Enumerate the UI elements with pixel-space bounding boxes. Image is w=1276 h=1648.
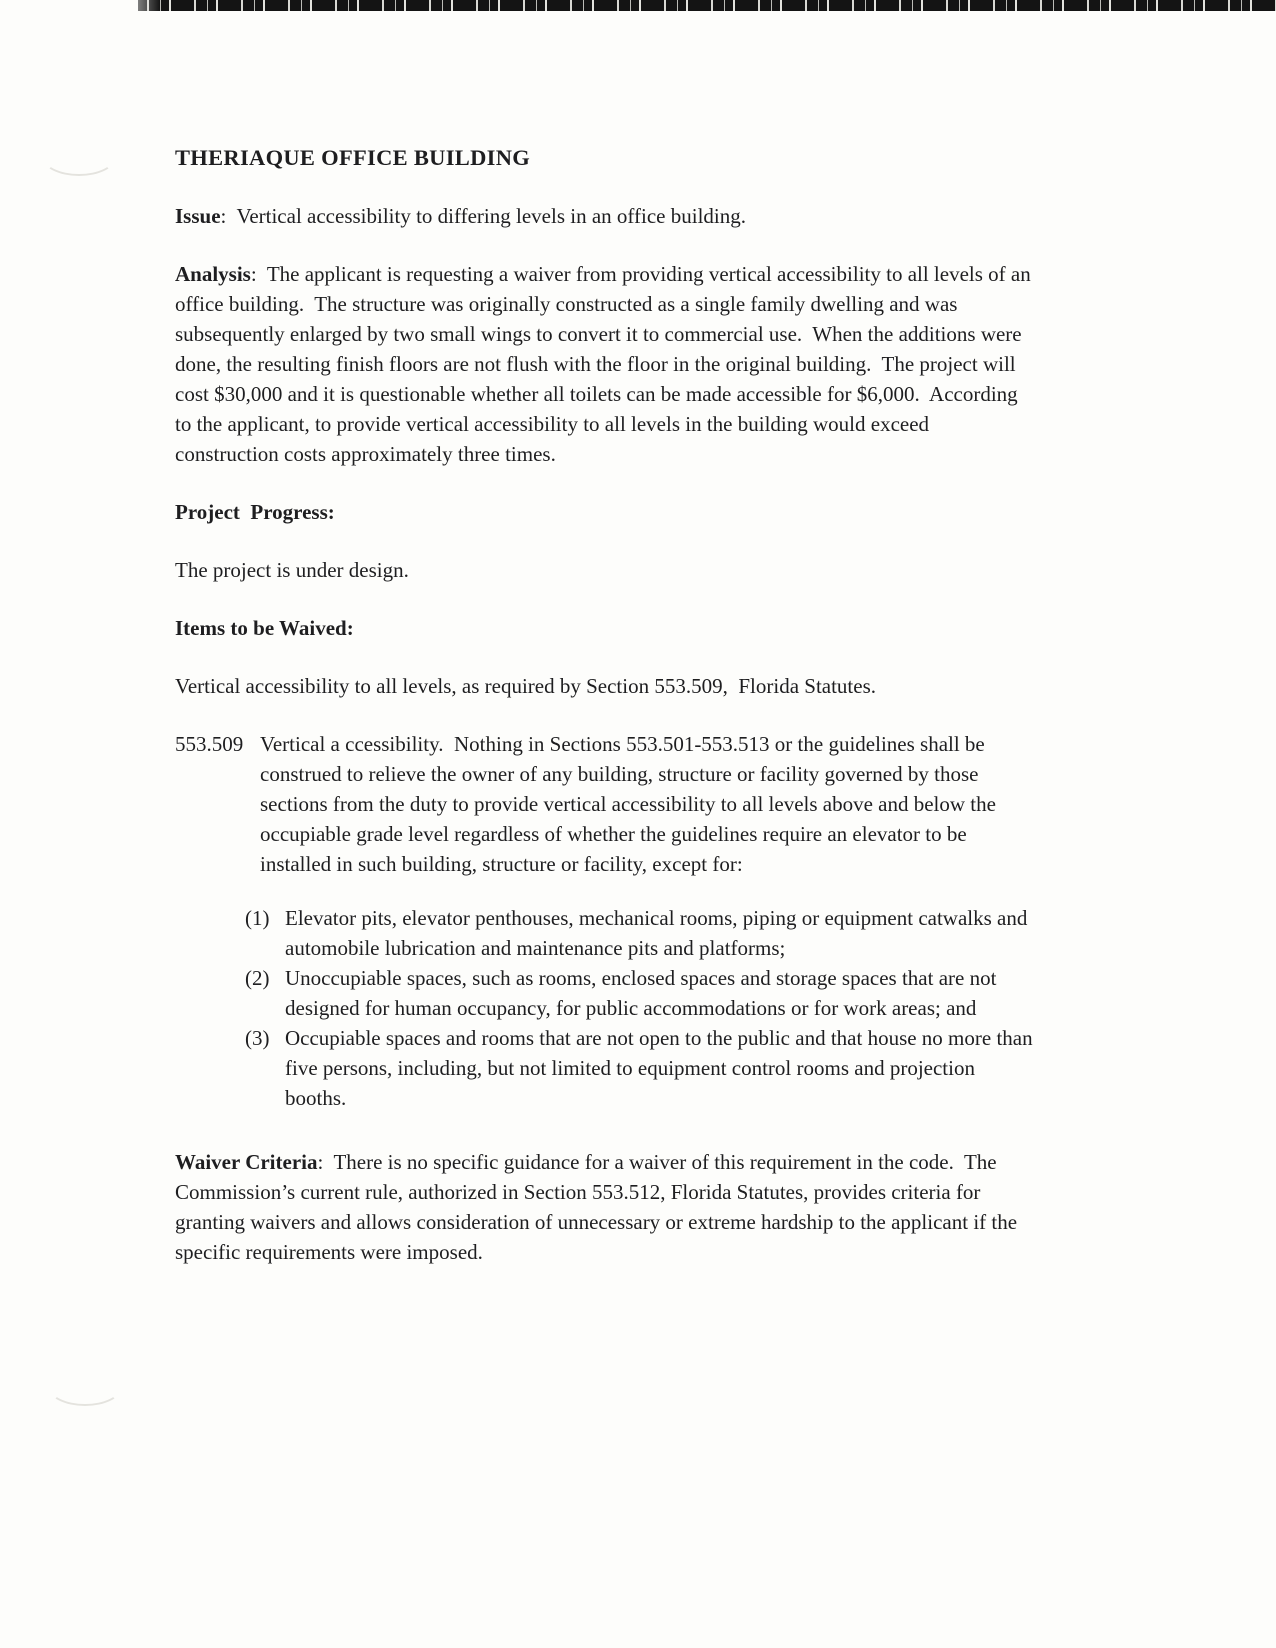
- list-item: [175, 963, 1035, 1023]
- analysis-label: Analysis: [175, 262, 251, 286]
- waiver-criteria-text: : There is no specific guidance for a waiver of this requirement in the code. The Commission’s current rule, authorized in Section 553.512, Florida Statutes, provides criteria for granting waivers and allows consideration of unnecessary or extreme hardship to the applicant if the specific requirements were imposed.: [175, 1150, 1023, 1264]
- statute-number: 553.509: [175, 732, 244, 756]
- list-item-text: Unoccupiable spaces, such as rooms, enclosed spaces and storage spaces that are not designed for human occupancy, for public accommodations or for work areas; and: [285, 966, 1002, 1020]
- analysis-paragraph: [175, 259, 1035, 469]
- scan-artifact-arc-bottom: [48, 1368, 122, 1406]
- issue-paragraph: [175, 201, 1035, 231]
- scan-cutoff-text-strip: [138, 0, 1276, 11]
- project-progress-heading: Project Progress:: [175, 500, 335, 524]
- list-item: [175, 1023, 1038, 1113]
- list-item-number: (2): [245, 966, 270, 990]
- items-intro-text: Vertical accessibility to all levels, as required by Section 553.509, Florida Statutes.: [175, 674, 877, 698]
- list-item-text: Elevator pits, elevator penthouses, mechanical rooms, piping or equipment catwalks and automobile lubrication and maintenance pits and platforms;: [285, 906, 1033, 960]
- list-item-text: Occupiable spaces and rooms that are not open to the public and that house no more than five persons, including, but not limited to equipment control rooms and projection booths.: [285, 1026, 1038, 1110]
- scan-artifact-arc-top: [42, 138, 116, 176]
- statute-text: Vertical a ccessibility. Nothing in Sections 553.501-553.513 or the guidelines shall be construed to relieve the owner of any building, structure or facility governed by those sections from the duty to provide vertical accessibility to all levels above and below the occupiable grade level regardless of whether the guidelines require an elevator to be installed in such building, structure or facility, except for:: [260, 732, 1002, 876]
- waiver-criteria-label: Waiver Criteria: [175, 1150, 318, 1174]
- statute-553-509-paragraph: [175, 729, 1035, 879]
- waiver-criteria-paragraph: [175, 1147, 1035, 1267]
- project-progress-text: The project is under design.: [175, 558, 409, 582]
- list-item-number: (1): [245, 906, 270, 930]
- analysis-text: : The applicant is requesting a waiver from providing vertical accessibility to all levels of an office building. The structure was originally constructed as a single family dwelling and was subsequently enlarged by two small wings to convert it to commercial use. When the additions were done, the resulting finish floors are not flush with the floor in the original building. The project will cost $30,000 and it is questionable whether all toilets can be made accessible for $6,000. According to the applicant, to provide vertical accessibility to all levels in the building would exceed construction costs approximately three times.: [175, 262, 1036, 466]
- issue-text: : Vertical accessibility to differing levels in an office building.: [220, 204, 746, 228]
- document-title: THERIAQUE OFFICE BUILDING: [175, 145, 531, 170]
- statute-exceptions-list: [175, 903, 1038, 1113]
- items-to-be-waived-heading: Items to be Waived:: [175, 616, 354, 640]
- document-body: [175, 143, 1038, 1267]
- list-item: [175, 903, 1035, 963]
- issue-label: Issue: [175, 204, 221, 228]
- scan-strip-fade: [0, 0, 160, 12]
- list-item-number: (3): [245, 1026, 270, 1050]
